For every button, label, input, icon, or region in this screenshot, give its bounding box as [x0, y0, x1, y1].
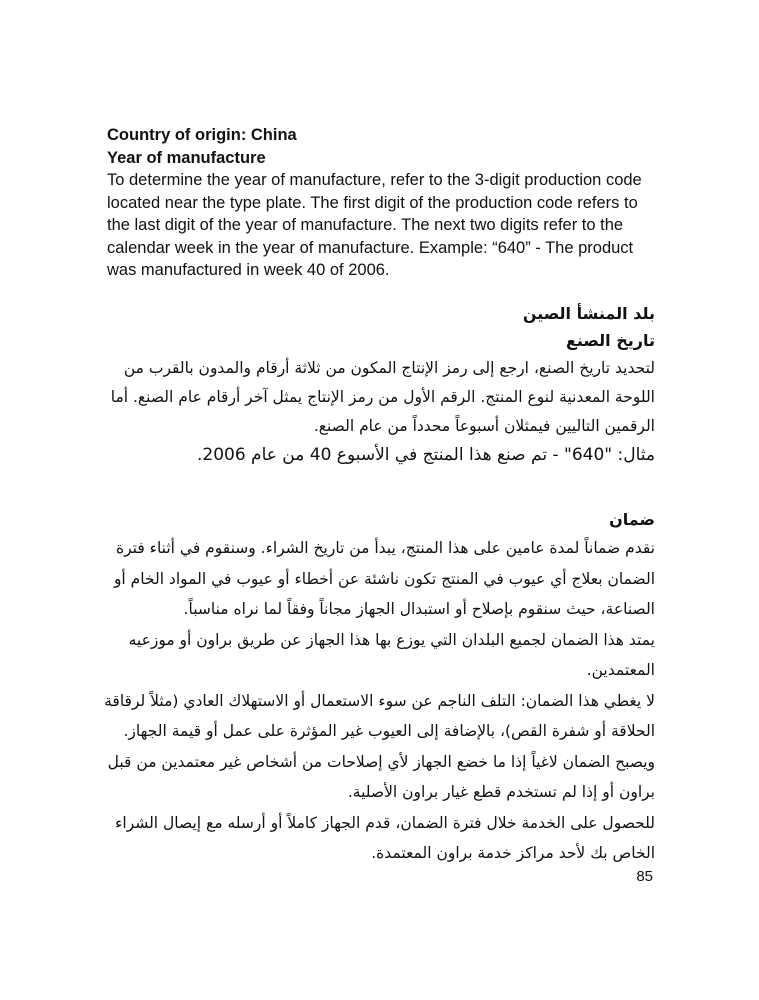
warranty-paragraph-1: نقدم ضماناً لمدة عامين على هذا المنتج، يبدأ من تاريخ الشراء. وسنقوم في أثناء فترة الضمان بعلاج أي عيوب في المنتج تكون ناشئة عن أخطاء أو عيوب في المواد الخام أو الصناعة، حيث سنقوم بإصلاح أو استبدال الجهاز مجاناً وفقاً لما نراه مناسباً. — [113, 539, 655, 618]
page-number: 85 — [636, 868, 653, 885]
arabic-warranty-section — [100, 506, 655, 869]
warranty-paragraph-2: يمتد هذا الضمان لجميع البلدان التي يوزع بها هذا الجهاز عن طريق براون أو موزعيه المعتمدين. — [128, 630, 655, 679]
arabic-year-text: لتحديد تاريخ الصنع، ارجع إلى رمز الإنتاج المكون من ثلاثة أرقام والمدون بالقرب من اللوحة المعدنية لنوع المنتج. الرقم الأول من رمز الإنتاج يمثل آخر أرقام عام الصنع. أما الرقمين التاليين فيمثلان أسبوعاً محدداً من عام الصنع. — [110, 359, 655, 435]
warranty-paragraph-4: للحصول على الخدمة خلال فترة الضمان، قدم الجهاز كاملاً أو أرسله مع إيصال الشراء الخاص بك لأحد مراكز خدمة براون المعتمدة. — [115, 813, 655, 862]
arabic-country-heading: بلد المنشأ الصين — [522, 304, 655, 323]
english-origin-section — [107, 124, 652, 282]
arabic-warranty-heading: ضمان — [609, 510, 655, 529]
arabic-origin-section — [100, 300, 655, 470]
arabic-example-text: مثال: "640" - تم صنع هذا المنتج في الأسبوع 40 من عام 2006. — [196, 445, 655, 465]
arabic-year-heading: تاريخ الصنع — [565, 331, 655, 350]
year-of-manufacture-heading: Year of manufacture — [107, 148, 266, 167]
year-of-manufacture-text: To determine the year of manufacture, refer to the 3-digit production code located near the type plate. The first digit of the production code refers to the last digit of the year of manufacture. The next two digits refer to the calendar week in the year of manufacture. Example: “640” - The product was manufactured in week 40 of 2006. — [107, 171, 642, 279]
country-of-origin-heading: Country of origin: China — [107, 126, 297, 144]
warranty-paragraph-3: لا يغطي هذا الضمان: التلف الناجم عن سوء الاستعمال أو الاستهلاك العادي (مثلاً لرقاقة الحلاقة أو شفرة القص)، بالإضافة إلى العيوب غير المؤثرة على عمل أو قيمة الجهاز. ويصبح الضمان لاغياً إذا ما خضع الجهاز لأي إصلاحات من أشخاص غير معتمدين من قبل براون أو إذا لم تستخدم قطع غيار براون الأصلية. — [104, 691, 655, 801]
